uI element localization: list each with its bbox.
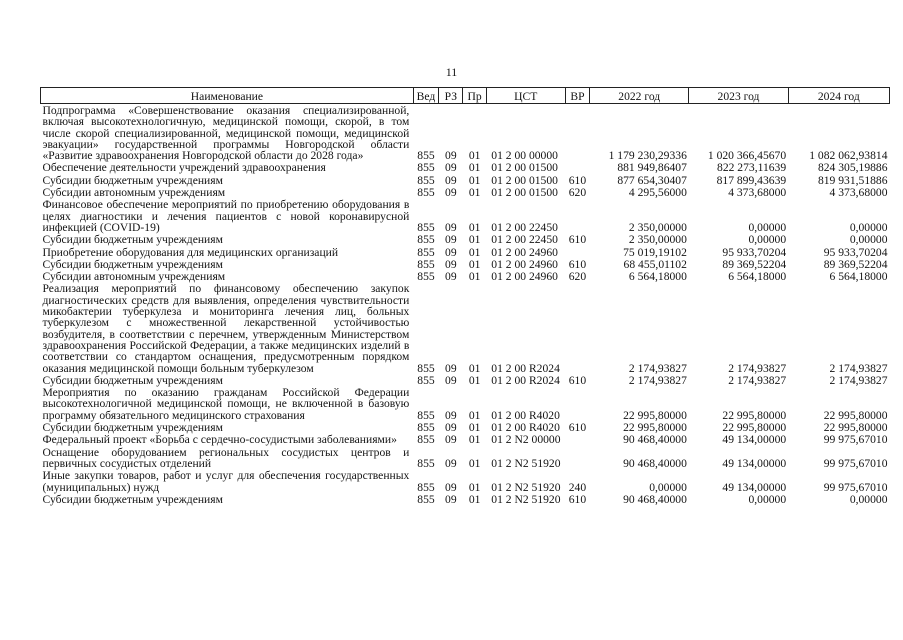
table-row — [41, 386, 890, 421]
row-value-2022: 90 468,40000 — [623, 456, 687, 470]
table-row — [41, 433, 890, 445]
table-row — [41, 258, 890, 270]
row-pr: 01 — [468, 173, 481, 187]
row-pr: 01 — [468, 245, 481, 259]
header-rz: РЗ — [439, 88, 463, 104]
row-name: Субсидии автономным учреждениям — [42, 186, 226, 200]
row-cst: 01 2 00 R2024 — [491, 361, 560, 375]
table-row — [41, 270, 890, 282]
row-value-2022: 22 995,80000 — [623, 408, 687, 422]
row-value-2023: 0,00000 — [748, 492, 787, 506]
row-vr — [565, 446, 589, 470]
table-row — [41, 469, 890, 493]
header-2024: 2024 год — [788, 88, 889, 104]
row-rz: 09 — [445, 220, 457, 234]
row-pr: 01 — [468, 186, 481, 200]
row-ved: 855 — [417, 456, 435, 470]
table-row — [41, 374, 890, 386]
row-ved: 855 — [417, 186, 435, 200]
row-value-2024: 22 995,80000 — [823, 408, 888, 422]
row-cst: 01 2 00 R4020 — [491, 421, 560, 435]
row-value-2023: 49 134,00000 — [722, 480, 787, 494]
row-value-2022: 2 350,00000 — [628, 220, 687, 234]
row-pr: 01 — [468, 257, 481, 271]
row-ved: 855 — [417, 270, 435, 284]
row-rz: 09 — [445, 433, 457, 447]
row-vr: 610 — [568, 173, 587, 187]
header-cst: ЦСТ — [486, 88, 565, 104]
row-rz: 09 — [445, 480, 457, 494]
row-value-2024: 0,00000 — [849, 220, 888, 234]
row-ved: 855 — [417, 361, 435, 375]
row-value-2024: 0,00000 — [849, 492, 888, 506]
row-vr: 610 — [568, 233, 587, 247]
header-pr: Пр — [463, 88, 486, 104]
table-row — [41, 493, 890, 505]
header-vr: ВР — [565, 88, 589, 104]
row-rz: 09 — [445, 257, 457, 271]
row-value-2024: 99 975,67010 — [823, 456, 888, 470]
row-value-2022: 2 350,00000 — [628, 233, 687, 247]
row-rz: 09 — [445, 161, 457, 175]
row-value-2023: 1 020 366,45670 — [707, 149, 787, 163]
row-name: Обеспечение деятельности учреждений здравоохранения — [42, 161, 326, 175]
row-value-2023: 49 134,00000 — [722, 456, 787, 470]
row-ved: 855 — [417, 233, 435, 247]
budget-table — [40, 87, 890, 505]
row-ved: 855 — [417, 257, 435, 271]
row-ved: 855 — [417, 480, 435, 494]
row-value-2022: 6 564,18000 — [628, 270, 687, 284]
row-rz: 09 — [445, 421, 457, 435]
row-value-2023: 817 899,43639 — [716, 173, 787, 187]
row-cst: 01 2 00 00000 — [491, 149, 558, 163]
row-ved: 855 — [417, 220, 435, 234]
row-vr — [565, 104, 589, 162]
row-vr: 610 — [568, 373, 587, 387]
row-name: Субсидии бюджетным учреждениям — [42, 492, 223, 506]
row-rz: 09 — [445, 186, 457, 200]
row-name: Оснащение оборудованием региональных сосудистых центров и первичных сосудистых отделений — [42, 445, 410, 470]
row-value-2024: 2 174,93827 — [829, 373, 888, 387]
row-value-2024: 89 369,52204 — [823, 257, 888, 271]
row-value-2022: 881 949,86407 — [617, 161, 687, 175]
row-cst: 01 2 00 22450 — [491, 220, 558, 234]
row-cst: 01 2 00 24960 — [491, 245, 558, 259]
row-value-2024: 4 373,68000 — [829, 186, 888, 200]
table-row — [41, 104, 890, 162]
row-pr: 01 — [468, 270, 481, 284]
row-value-2024: 95 933,70204 — [823, 245, 888, 259]
row-cst: 01 2 N2 51920 — [491, 492, 561, 506]
row-value-2024: 824 305,19886 — [817, 161, 888, 175]
row-name: Субсидии бюджетным учреждениям — [42, 421, 223, 435]
row-name: Мероприятия по оказанию гражданам Российской Федерации высокотехнологичной медицинской помощи, не включенной в базовую программу обязательного медицинского страхования — [42, 386, 410, 422]
row-vr: 610 — [568, 257, 587, 271]
row-vr — [565, 198, 589, 233]
row-name: Приобретение оборудования для медицинских организаций — [42, 245, 339, 259]
row-value-2023: 0,00000 — [748, 220, 787, 234]
row-cst: 01 2 00 01500 — [491, 161, 558, 175]
row-vr: 620 — [568, 186, 587, 200]
row-rz: 09 — [445, 270, 457, 284]
row-value-2023: 2 174,93827 — [728, 361, 787, 375]
row-vr — [565, 386, 589, 421]
row-value-2022: 0,00000 — [649, 480, 687, 494]
row-vr — [565, 433, 589, 445]
row-rz: 09 — [445, 456, 457, 470]
row-cst: 01 2 00 R2024 — [491, 373, 560, 387]
row-value-2022: 2 174,93827 — [628, 373, 687, 387]
row-value-2022: 4 295,56000 — [628, 186, 687, 200]
table-row — [41, 186, 890, 198]
row-cst: 01 2 N2 00000 — [491, 433, 561, 447]
row-pr: 01 — [468, 373, 481, 387]
row-value-2024: 1 082 062,93814 — [809, 149, 888, 163]
row-ved: 855 — [417, 245, 435, 259]
row-value-2022: 90 468,40000 — [623, 492, 687, 506]
row-ved: 855 — [417, 149, 435, 163]
table-row — [41, 446, 890, 470]
table-body — [41, 104, 890, 506]
row-value-2024: 2 174,93827 — [829, 361, 888, 375]
row-value-2024: 22 995,80000 — [823, 421, 888, 435]
row-pr: 01 — [468, 220, 481, 234]
row-value-2022: 1 179 230,29336 — [608, 149, 687, 163]
row-cst: 01 2 N2 51920 — [491, 480, 561, 494]
row-value-2023: 22 995,80000 — [722, 408, 787, 422]
row-cst: 01 2 00 24960 — [491, 270, 558, 284]
row-value-2023: 0,00000 — [748, 233, 787, 247]
row-name: Субсидии автономным учреждениям — [42, 270, 226, 284]
row-pr: 01 — [468, 408, 481, 422]
row-ved: 855 — [417, 421, 435, 435]
row-name: Субсидии бюджетным учреждениям — [42, 373, 223, 387]
row-name: Субсидии бюджетным учреждениям — [42, 173, 223, 187]
table-row — [41, 246, 890, 258]
row-rz: 09 — [445, 149, 457, 163]
row-value-2023: 22 995,80000 — [722, 421, 787, 435]
row-value-2024: 99 975,67010 — [823, 480, 888, 494]
table-row — [41, 174, 890, 186]
row-rz: 09 — [445, 408, 457, 422]
header-ved: Вед — [413, 88, 438, 104]
row-value-2024: 819 931,51886 — [817, 173, 888, 187]
row-value-2022: 90 468,40000 — [623, 433, 687, 447]
row-vr: 240 — [568, 480, 587, 494]
row-ved: 855 — [417, 373, 435, 387]
row-ved: 855 — [417, 161, 435, 175]
row-rz: 09 — [445, 492, 457, 506]
table-row — [41, 421, 890, 433]
row-cst: 01 2 00 R4020 — [491, 408, 560, 422]
row-ved: 855 — [417, 408, 435, 422]
row-value-2023: 89 369,52204 — [722, 257, 787, 271]
row-value-2023: 6 564,18000 — [728, 270, 787, 284]
header-2023: 2023 год — [689, 88, 788, 104]
row-pr: 01 — [468, 233, 481, 247]
row-vr: 620 — [568, 270, 587, 284]
row-pr: 01 — [468, 149, 481, 163]
table-row — [41, 161, 890, 173]
table-row — [41, 282, 890, 373]
row-rz: 09 — [445, 245, 457, 259]
row-cst: 01 2 00 24960 — [491, 257, 558, 271]
table-row — [41, 233, 890, 245]
row-vr — [565, 282, 589, 373]
row-pr: 01 — [468, 361, 481, 375]
row-ved: 855 — [417, 173, 435, 187]
row-cst: 01 2 00 01500 — [491, 186, 558, 200]
row-pr: 01 — [468, 456, 481, 470]
row-pr: 01 — [468, 492, 481, 506]
row-value-2022: 75 019,19102 — [623, 245, 687, 259]
row-rz: 09 — [445, 173, 457, 187]
row-pr: 01 — [468, 161, 481, 175]
row-pr: 01 — [468, 433, 481, 447]
row-value-2023: 2 174,93827 — [728, 373, 787, 387]
row-value-2023: 822 273,11639 — [717, 161, 787, 175]
row-name: Финансовое обеспечение мероприятий по приобретению оборудования в целях диагностики и лечения пациентов с новой коронавирусной инфекцией (COVID-19) — [42, 198, 410, 234]
row-cst: 01 2 00 01500 — [491, 173, 558, 187]
row-name: Реализация мероприятий по финансовому обеспечению закупок диагностических средств для выявления, определения чувствительности микобактерии туберкулеза и мониторинга лечения лиц, больных туберкулезом с множественной лекарственной устойчивостью возбудителя, в соответствии с перечнем, утвержденным Министерством здравоохранения Российской Федерации, а также медицинских изделий в соответствии со стандартом оснащения, предусмотренным порядком оказания медицинской помощи больным туберкулезом — [42, 282, 410, 375]
row-value-2023: 95 933,70204 — [722, 245, 787, 259]
row-vr — [565, 161, 589, 173]
page-number: 11 — [445, 65, 458, 79]
row-pr: 01 — [468, 421, 481, 435]
row-value-2022: 2 174,93827 — [628, 361, 687, 375]
header-2022: 2022 год — [590, 88, 689, 104]
row-value-2022: 22 995,80000 — [623, 421, 687, 435]
row-rz: 09 — [445, 233, 457, 247]
row-name: Иные закупки товаров, работ и услуг для обеспечения государственных (муниципальных) нужд — [42, 469, 410, 494]
row-rz: 09 — [445, 361, 457, 375]
row-cst: 01 2 00 22450 — [491, 233, 558, 247]
row-vr — [565, 246, 589, 258]
row-vr: 610 — [568, 492, 587, 506]
row-value-2022: 877 654,30407 — [617, 173, 687, 187]
row-name: Федеральный проект «Борьба с сердечно-сосудистыми заболеваниями» — [42, 433, 397, 447]
row-vr: 610 — [568, 421, 587, 435]
row-value-2023: 49 134,00000 — [722, 433, 787, 447]
row-value-2024: 0,00000 — [849, 233, 888, 247]
row-value-2023: 4 373,68000 — [728, 186, 787, 200]
row-name: Субсидии бюджетным учреждениям — [42, 257, 223, 271]
row-pr: 01 — [468, 480, 481, 494]
row-value-2024: 6 564,18000 — [829, 270, 888, 284]
row-value-2024: 99 975,67010 — [823, 433, 888, 447]
row-ved: 855 — [417, 433, 435, 447]
row-value-2022: 68 455,01102 — [623, 257, 687, 271]
row-rz: 09 — [445, 373, 457, 387]
row-cst: 01 2 N2 51920 — [491, 456, 561, 470]
table-header-row — [41, 88, 890, 104]
header-name: Наименование — [41, 88, 414, 104]
row-ved: 855 — [417, 492, 435, 506]
row-name: Подпрограмма «Совершенствование оказания специализированной, включая высокотехнологичную, медицинской помощи, скорой, в том числе скорой специализированной, медицинской помощи, медицинской эвакуации» государственной программы Новгородской области «Развитие здравоохранения Новгородской области до 2028 года» — [42, 104, 410, 163]
row-name: Субсидии бюджетным учреждениям — [42, 233, 223, 247]
table-row — [41, 198, 890, 233]
